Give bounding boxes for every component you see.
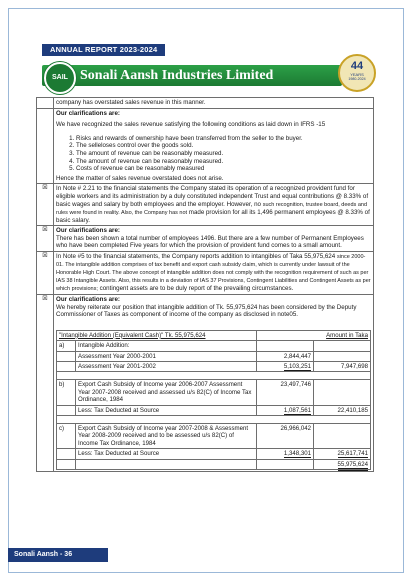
item-letter: b) <box>57 380 76 405</box>
clarification-text: There has been shown a total number of employees 1496. But there are a few number of Permanent Employees who have been completed Five years for which the provision of provident fund comes to a small amount. <box>56 234 364 250</box>
item-amount: 26,966,042 <box>257 423 314 448</box>
item-amount: 1,087,561 <box>283 406 311 414</box>
item-label: Assessment Year 2000-2001 <box>76 351 257 361</box>
marker-cell <box>37 98 54 109</box>
item-heading: Intangible Addition: <box>76 341 257 351</box>
item-amount: 5,103,251 <box>283 362 311 370</box>
table-row <box>37 184 374 226</box>
clarification-intro: We have recognized the sales revenue satisfying the following conditions as laid down in IFRS -15 <box>56 121 326 129</box>
amount-header: Amount in Taka <box>257 330 371 340</box>
table-row <box>37 226 374 252</box>
clarification-heading: Our clarifications are: <box>56 109 120 117</box>
row-text-main: In Note #5 to the financial statements, the Company reports addition to intangibles of Taka 55,975,624 <box>56 252 336 260</box>
row-text <box>54 294 374 471</box>
checkbox-icon: ☒ <box>37 226 54 252</box>
item-label: Less: Tax Deducted at Source <box>76 449 257 459</box>
list-item: 5. Costs of revenue can be reasonably measured <box>76 165 371 173</box>
list-item: 2. The selleloses control over the goods sold. <box>76 142 371 150</box>
checkbox-icon: ☒ <box>37 294 54 471</box>
row-text-line: company has overstated sales revenue in this manner. <box>56 99 206 106</box>
row-text <box>54 226 374 252</box>
item-amount: 2,844,447 <box>257 351 314 361</box>
intangible-table <box>56 330 371 470</box>
report-title: ANNUAL REPORT 2023-2024 <box>42 44 165 56</box>
row-text <box>54 184 374 226</box>
grand-total: 55,975,624 <box>338 461 369 471</box>
table-row <box>37 98 374 109</box>
logo-text: SAIL <box>52 74 68 81</box>
row-text-end: contingent assets are to be duly report of the prevailing circumstances. <box>99 284 294 292</box>
row-text-end: made provision for all its 1,496 permanent employees @ 8.33% of basic salary. <box>56 208 370 224</box>
company-name: Sonali Aansh Industries Limited <box>80 68 274 83</box>
item-total: 7,947,698 <box>314 361 371 371</box>
item-letter: a) <box>57 341 76 351</box>
list-item: 3. The amount of revenue can be reasonably measured. <box>76 150 371 158</box>
intangible-title: "Intangible Addition (Equivalent Cash)" Tk. 55,975,624 <box>57 330 257 340</box>
item-amount: 23,497,746 <box>257 380 314 405</box>
row-text-small: such recognition, trustee board, deeds and rules were found in reality. Also, the Company has not <box>56 201 367 216</box>
row-text-small: since 2000-01. The intangible addition comprises of tax benefit and export cash subsidy claim, which is currently under lawsuit of the Honorable High Court. The above concept of intangible addition does not comply with the recognition requirement of such as per IAS 38 Intangible Assets. Also, this results in a deviation of IAS 37 Provisions, Contingent Liabilities and Contingent Assets as per which provisions; <box>56 253 371 292</box>
page-footer: Sonali Aansh - 36 <box>8 548 108 562</box>
table-row <box>37 294 374 471</box>
table-row <box>37 108 374 184</box>
item-total: 25,617,741 <box>337 450 368 458</box>
anniversary-badge <box>338 54 376 92</box>
badge-number: 44 <box>350 60 364 72</box>
checkbox-icon: ☒ <box>37 184 54 226</box>
item-letter: c) <box>57 423 76 448</box>
list-item: 1. Risks and rewards of ownership have been transferred from the seller to the buyer. <box>76 135 371 143</box>
item-text: Export Cash Subsidy of Income year 2007-2008 & Assessment Year 2008-2009 received and to be assessed u/s 82(C) of Income Tax Ordinance, 1984 <box>76 423 257 448</box>
row-text <box>54 98 374 109</box>
table-row <box>37 251 374 294</box>
item-label: Assessment Year 2001-2002 <box>76 361 257 371</box>
row-text <box>54 108 374 184</box>
conditions-list <box>68 135 371 173</box>
item-total: 22,410,185 <box>314 405 371 415</box>
item-amount: 1,348,301 <box>283 450 311 458</box>
checkbox-icon: ☒ <box>37 251 54 294</box>
clarification-table <box>36 97 374 472</box>
list-item: 4. The amount of revenue can be reasonably measured. <box>76 158 371 166</box>
item-label: Less: Tax Deducted at Source <box>76 405 257 415</box>
row-text-main: In Note # 2.21 to the financial statements the Company stated its operation of a recognized provident fund for eligible workers and its administration by a duly constituted independent Trust and equal contributions @ 8.33% of basic wages and salary by both employees and the employer. However, no <box>56 185 369 208</box>
badge-range: 1980-2024 <box>348 77 366 81</box>
marker-cell <box>37 108 54 184</box>
clarification-footer: Hence the matter of sales revenue overstated does not arise. <box>56 174 224 182</box>
row-text <box>54 251 374 294</box>
clarification-heading: Our clarifications are: <box>56 227 120 235</box>
company-logo <box>44 62 76 94</box>
badge-years: YEARS <box>350 72 364 77</box>
item-text: Export Cash Subsidy of Income year 2006-2007 Assessment Year 2007-2008 received and assessed u/s 82(C) of Income Tax Ordinance, 1984 <box>76 380 257 405</box>
clarification-text: We hereby reiterate our position that intangible addition of Tk. 55,975,624 has been considered by the Deputy Commissioner of Taxes as component of income of the company as disclosed in note05. <box>56 303 357 319</box>
clarification-heading: Our clarifications are: <box>56 295 120 303</box>
